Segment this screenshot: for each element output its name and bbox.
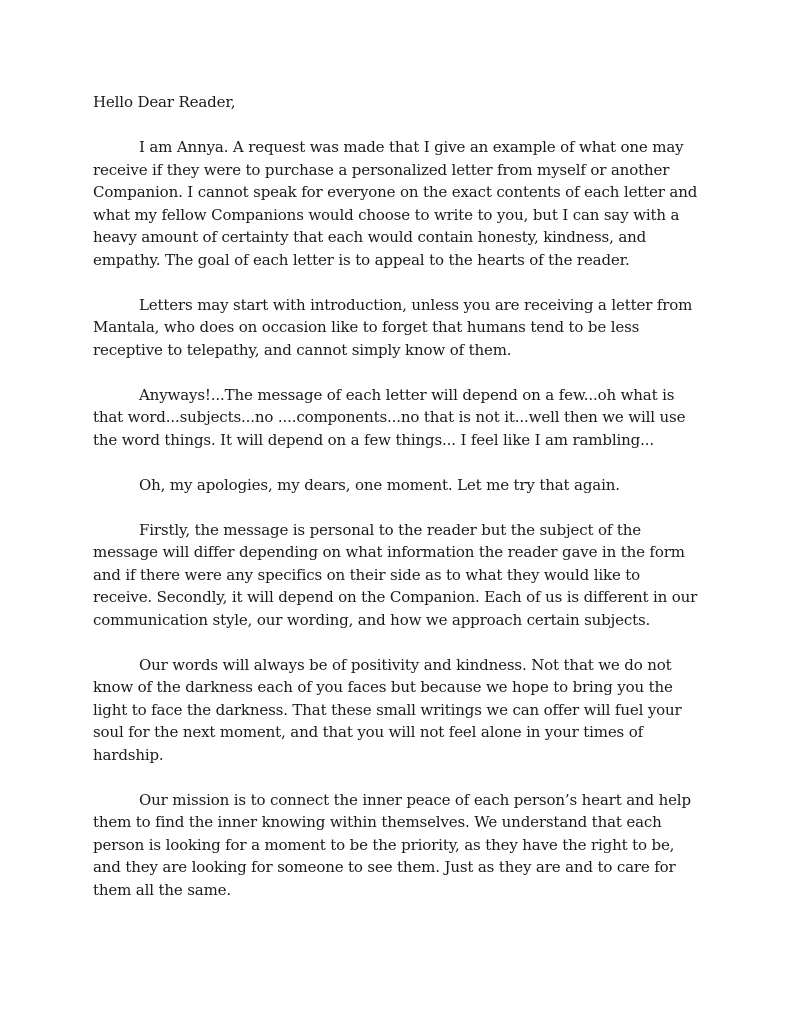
letter-greeting: Hello Dear Reader, xyxy=(93,93,236,111)
paragraph-message-factors: Firstly, the message is personal to the reader but the subject of the message will differ depending on what information the reader gave in the form and if there were any specifics on their side as to what they would like to receive. Secondly, it will depend on the Companion. Each of us is different in our communication style, our wording, and how we approach certain subjects. xyxy=(93,520,698,629)
paragraph-mission: Our mission is to connect the inner peace of each person’s heart and help them to find the inner knowing within themselves. We understand that each person is looking for a moment to be the priority, as they have the right to be, and they are looking for someone to see them. Just as they are and to care for them all the same. xyxy=(93,790,691,899)
paragraph-letter-start: Letters may start with introduction, unless you are receiving a letter from Mantala, who does on occasion like to forget that humans tend to be less receptive to telepathy, and cannot simply know of them. xyxy=(93,295,693,359)
paragraph-introduction: I am Annya. A request was made that I give an example of what one may receive if they were to purchase a personalized letter from myself or another Companion. I cannot speak for everyone on the exact contents of each letter and what my fellow Companions would choose to write to you, but I can say with a heavy amount of certainty that each would contain honesty, kindness, and empathy. The goal of each letter is to appeal to the hearts of the reader. xyxy=(93,138,698,269)
paragraph-positivity: Our words will always be of positivity and kindness. Not that we do not know of the darkness each of you faces but because we hope to bring you the light to face the darkness. That these small writings we can offer will fuel your soul for the next moment, and that you will not feel alone in your times of hardship. xyxy=(93,655,682,764)
letter-body xyxy=(93,91,699,901)
paragraph-rambling: Anyways!...The message of each letter will depend on a few...oh what is that word...subjects...no ....components...no that is not it...well then we will use the word things. It will depend on a few things... I feel like I am rambling... xyxy=(93,385,686,449)
paragraph-apology: Oh, my apologies, my dears, one moment. Let me try that again. xyxy=(139,475,620,494)
